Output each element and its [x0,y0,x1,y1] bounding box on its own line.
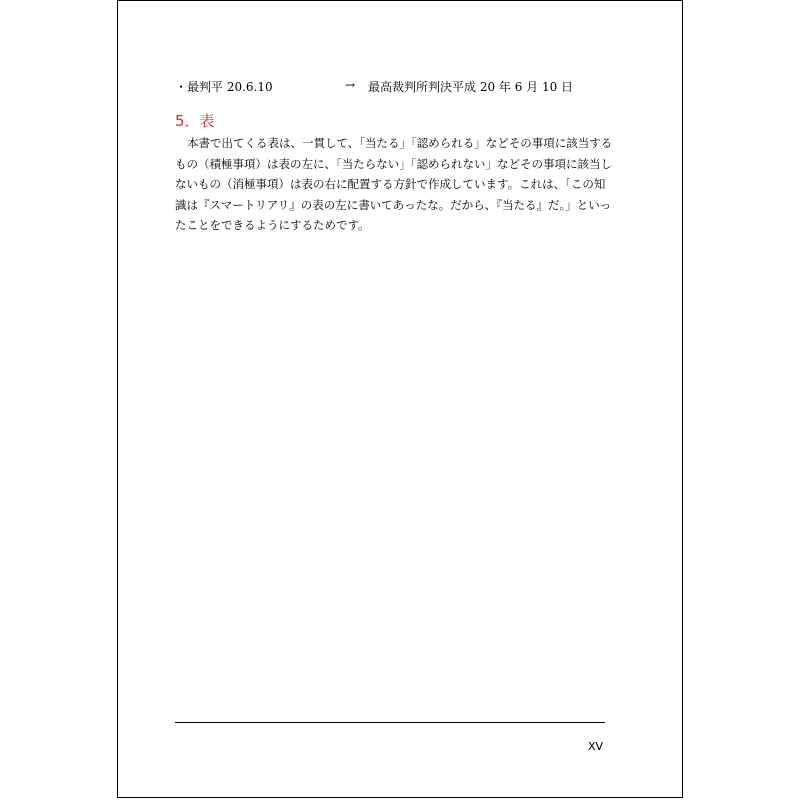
body-line: 本書で出てくる表は、一貫して、「当たる」「認められる」などその事項に該当する [187,136,613,150]
body-line: 識は『スマートリアリ』の表の左に書いてあったな。だから、『当たる』だ。」といっ [175,197,612,212]
body-line: たことをできるようにするためです。 [175,218,370,232]
footer-divider [175,722,605,723]
reference-abbreviation: ・最判平 20.6.10 [175,80,273,94]
section-heading: 5．表 [175,112,215,130]
section-body [175,133,613,236]
reference-expansion: 最高裁判所判決平成 20 年 6 月 10 日 [368,80,574,94]
body-line: もの（積極事項）は表の左に、「当たらない」「認められない」などその事項に該当し [175,156,612,171]
page-number: XV [588,740,604,753]
right-arrow-icon: → [345,78,356,92]
body-line: ないもの（消極事項）は表の右に配置する方針で作成しています。これは、「この知 [175,177,606,191]
reference-line [175,78,615,98]
